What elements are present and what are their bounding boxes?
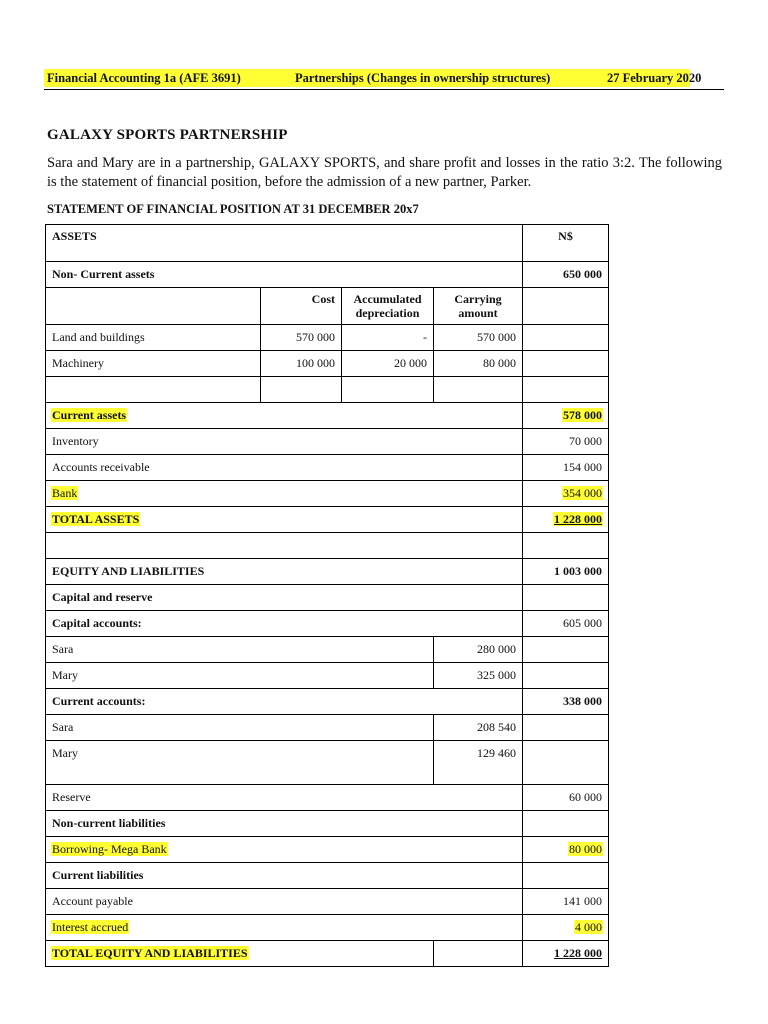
table-row bbox=[46, 403, 609, 429]
table-row bbox=[46, 785, 609, 811]
intro-paragraph: Sara and Mary are in a partnership, GALAXY SPORTS, and share profit and losses in the ratio 3:2. The following is the statement of financial position, before the admission of a new partner, Parker. bbox=[47, 155, 722, 190]
machinery-depreciation: 20 000 bbox=[394, 356, 427, 370]
current-assets-total: 578 000 bbox=[563, 408, 603, 422]
table-row bbox=[46, 689, 609, 715]
assets-heading: ASSETS bbox=[52, 229, 97, 243]
current-mary-value: 129 460 bbox=[477, 746, 517, 760]
bank-value: 354 000 bbox=[563, 486, 603, 500]
current-sara-value: 208 540 bbox=[477, 720, 517, 734]
table-row bbox=[46, 429, 609, 455]
table-row bbox=[46, 559, 609, 585]
interest-label: Interest accrued bbox=[52, 920, 129, 934]
receivables-value: 154 000 bbox=[563, 460, 603, 474]
financial-position-table bbox=[45, 224, 609, 967]
reserve-label: Reserve bbox=[52, 790, 91, 804]
current-sara-label: Sara bbox=[52, 720, 74, 734]
receivables-label: Accounts receivable bbox=[52, 460, 150, 474]
total-assets-value: 1 228 000 bbox=[554, 512, 603, 526]
capital-accounts-value: 605 000 bbox=[563, 616, 603, 630]
borrowing-value: 80 000 bbox=[569, 842, 603, 856]
current-accounts-label: Current accounts: bbox=[52, 694, 146, 708]
machinery-cost: 100 000 bbox=[296, 356, 335, 370]
total-equity-liabilities-value: 1 228 000 bbox=[554, 946, 603, 960]
table-row bbox=[46, 715, 609, 741]
capital-accounts-label: Capital accounts: bbox=[52, 616, 142, 630]
current-assets-label: Current assets bbox=[52, 408, 127, 422]
table-row bbox=[46, 811, 609, 837]
land-label: Land and buildings bbox=[52, 330, 145, 344]
table-row bbox=[46, 225, 609, 262]
inventory-label: Inventory bbox=[52, 434, 99, 448]
machinery-label: Machinery bbox=[52, 356, 104, 370]
header-topic: Partnerships (Changes in ownership structures) bbox=[295, 71, 551, 85]
nca-label: Non- Current assets bbox=[52, 267, 155, 281]
cl-label: Current liabilities bbox=[52, 868, 144, 882]
document-title: GALAXY SPORTS PARTNERSHIP bbox=[47, 127, 288, 143]
capital-sara-label: Sara bbox=[52, 642, 74, 656]
borrowing-label: Borrowing- Mega Bank bbox=[52, 842, 167, 856]
page-header bbox=[44, 68, 724, 90]
statement-title: STATEMENT OF FINANCIAL POSITION AT 31 DECEMBER 20x7 bbox=[47, 202, 419, 216]
table-row bbox=[46, 741, 609, 785]
table-row bbox=[46, 611, 609, 637]
equity-liabilities-value: 1 003 000 bbox=[554, 564, 603, 578]
capital-mary-value: 325 000 bbox=[477, 668, 517, 682]
table-row bbox=[46, 663, 609, 689]
table-row bbox=[46, 941, 609, 967]
table-row bbox=[46, 262, 609, 288]
capital-reserve-label: Capital and reserve bbox=[52, 590, 153, 604]
capital-sara-value: 280 000 bbox=[477, 642, 517, 656]
header-course: Financial Accounting 1a (AFE 3691) bbox=[47, 71, 241, 85]
nca-total: 650 000 bbox=[563, 267, 603, 281]
col-accumulated-depreciation: Accumulated depreciation bbox=[353, 292, 422, 320]
inventory-value: 70 000 bbox=[569, 434, 603, 448]
table-row bbox=[46, 288, 609, 325]
payable-value: 141 000 bbox=[563, 894, 603, 908]
capital-mary-label: Mary bbox=[52, 668, 78, 682]
header-date: 27 February 2020 bbox=[607, 71, 702, 85]
table-row bbox=[46, 507, 609, 533]
table-row bbox=[46, 533, 609, 559]
table-row bbox=[46, 325, 609, 351]
current-accounts-value: 338 000 bbox=[563, 694, 603, 708]
interest-value: 4 000 bbox=[575, 920, 603, 934]
table-row bbox=[46, 889, 609, 915]
table-row bbox=[46, 637, 609, 663]
ncl-label: Non-current liabilities bbox=[52, 816, 166, 830]
table-row bbox=[46, 585, 609, 611]
current-mary-label: Mary bbox=[52, 746, 78, 760]
table-row bbox=[46, 481, 609, 507]
table-row bbox=[46, 377, 609, 403]
table-row bbox=[46, 915, 609, 941]
table-row bbox=[46, 351, 609, 377]
table-row bbox=[46, 455, 609, 481]
total-assets-label: TOTAL ASSETS bbox=[52, 512, 140, 526]
equity-liabilities-label: EQUITY AND LIABILITIES bbox=[52, 564, 205, 578]
reserve-value: 60 000 bbox=[569, 790, 603, 804]
total-equity-liabilities-label: TOTAL EQUITY AND LIABILITIES bbox=[52, 946, 248, 960]
currency-heading: N$ bbox=[558, 229, 573, 243]
table-row bbox=[46, 837, 609, 863]
land-cost: 570 000 bbox=[296, 330, 335, 344]
bank-label: Bank bbox=[52, 486, 78, 500]
col-carrying-amount: Carrying amount bbox=[454, 292, 502, 320]
land-depreciation: - bbox=[423, 330, 427, 344]
col-cost: Cost bbox=[311, 292, 335, 306]
land-carrying: 570 000 bbox=[477, 330, 517, 344]
table-row bbox=[46, 863, 609, 889]
payable-label: Account payable bbox=[52, 894, 133, 908]
machinery-carrying: 80 000 bbox=[483, 356, 517, 370]
